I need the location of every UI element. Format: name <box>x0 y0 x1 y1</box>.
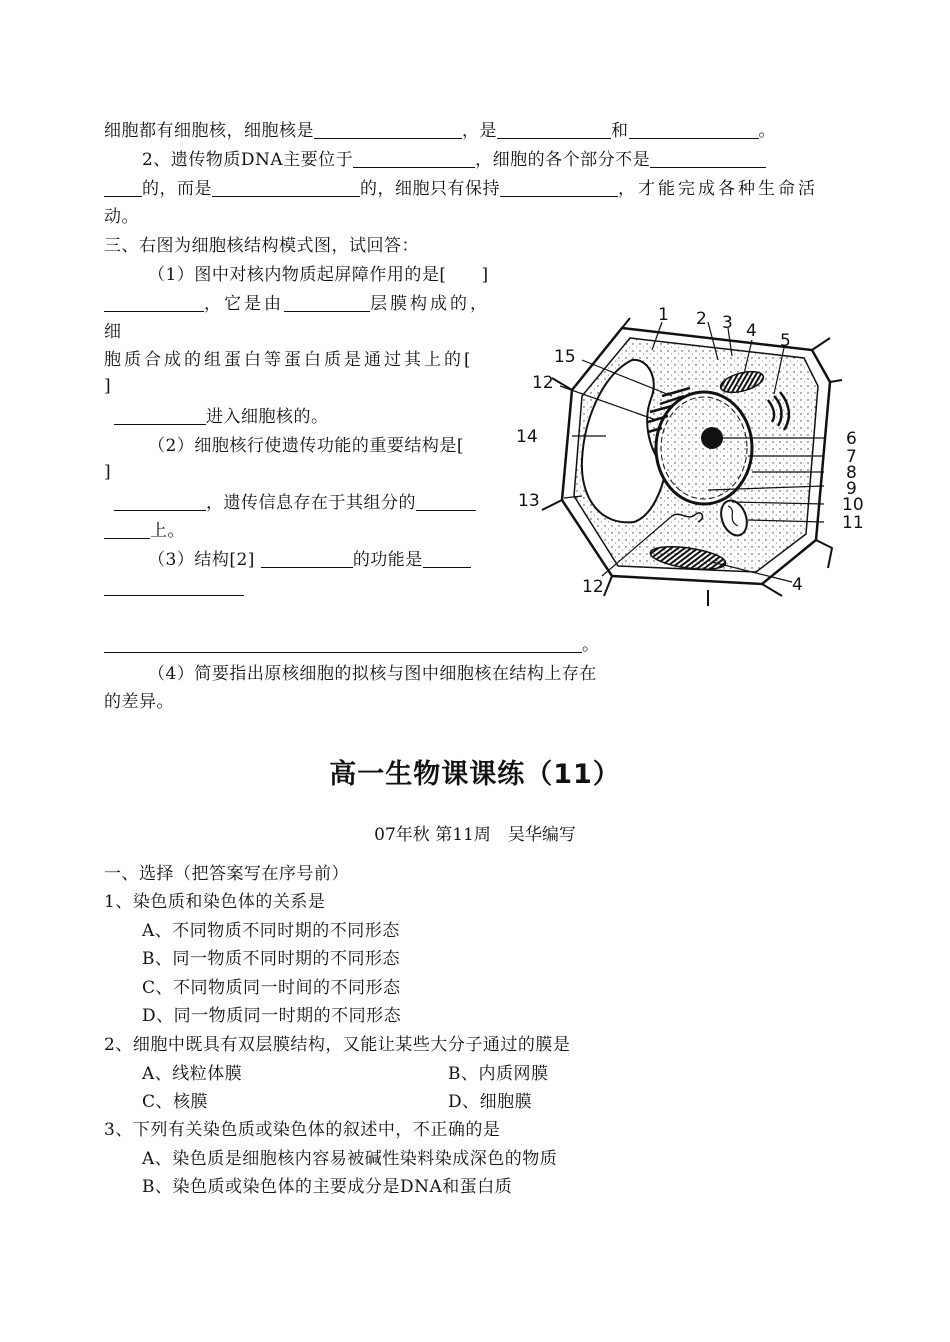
text-line: 动。 <box>104 207 139 227</box>
page-title: 高一生物课课练（11） <box>329 759 621 790</box>
text: 。 <box>582 635 600 655</box>
option: B、染色质或染色体的主要成分是DNA和蛋白质 <box>142 1177 513 1197</box>
text: ，是 <box>462 121 497 141</box>
text: 细胞都有细胞核，细胞核是 <box>104 121 314 141</box>
option: D、同一物质同一时期的不同形态 <box>142 1006 402 1026</box>
text-line: （4）简要指出原核细胞的拟核与图中细胞核在结构上存在 <box>148 664 597 684</box>
label-2: 2 <box>696 309 707 329</box>
option: C、核膜 <box>142 1092 209 1112</box>
answer-blank[interactable] <box>261 549 353 568</box>
text: 2、遗传物质DNA主要位于 <box>142 150 354 170</box>
answer-blank[interactable] <box>104 577 244 596</box>
answer-blank[interactable] <box>104 178 142 197</box>
nucleolus <box>701 427 723 449</box>
text-line <box>114 491 476 515</box>
label-15: 15 <box>554 347 576 367</box>
label-13: 13 <box>518 491 540 511</box>
question-stem: 3、下列有关染色质或染色体的叙述中，不正确的是 <box>104 1120 501 1140</box>
answer-blank[interactable] <box>314 120 462 139</box>
label-9: 9 <box>846 479 857 499</box>
text: 的，细胞只有保持 <box>360 179 500 199</box>
answer-blank[interactable] <box>104 293 204 312</box>
label-3: 3 <box>722 313 733 333</box>
section-heading: 一、选择（把答案写在序号前） <box>104 864 349 884</box>
text: ，它是由 <box>204 294 284 314</box>
text-line: 细 <box>104 322 122 342</box>
answer-blank[interactable] <box>284 293 370 312</box>
label-6: 6 <box>846 429 857 449</box>
answer-blank[interactable] <box>353 149 475 168</box>
answer-blank[interactable] <box>416 492 476 511</box>
question-stem: 2、细胞中既具有双层膜结构，又能让某些大分子通过的膜是 <box>104 1035 571 1055</box>
text: 。 <box>758 121 776 141</box>
text-line <box>104 292 490 316</box>
label-4: 4 <box>746 321 757 341</box>
answer-blank[interactable] <box>497 120 611 139</box>
text: ，遗传信息存在于其组分的 <box>206 493 416 513</box>
label-10: 10 <box>842 495 864 515</box>
text-line <box>114 405 329 429</box>
label-12b: 12 <box>582 577 604 597</box>
text: 的，而是 <box>142 179 212 199</box>
text: 上。 <box>150 521 185 541</box>
text: ，细胞的各个部分不是 <box>475 150 651 170</box>
label-7: 7 <box>846 447 857 467</box>
option: A、染色质是细胞核内容易被碱性染料染成深色的物质 <box>142 1149 558 1169</box>
text-line: （1）图中对核内物质起屏障作用的是[ ] <box>148 265 489 285</box>
text: （3）结构[2] <box>148 550 255 570</box>
option: B、内质网膜 <box>448 1064 549 1084</box>
question-title: 三、右图为细胞核结构模式图，试回答： <box>104 236 419 256</box>
text-line: 胞质合成的组蛋白等蛋白质是通过其上的[ <box>104 350 474 370</box>
option: D、细胞膜 <box>448 1092 533 1112</box>
page-subtitle: 07年秋 第11周 吴华编写 <box>374 825 576 845</box>
answer-blank[interactable] <box>114 406 206 425</box>
text-line <box>142 148 766 172</box>
option: C、不同物质同一时间的不同形态 <box>142 978 401 998</box>
text: 和 <box>611 121 629 141</box>
text-line: ] <box>104 462 112 482</box>
label-4b: 4 <box>792 575 803 595</box>
text-line: ] <box>104 376 112 396</box>
option: A、不同物质不同时期的不同形态 <box>142 921 400 941</box>
label-11: 11 <box>842 513 864 533</box>
answer-blank[interactable] <box>104 520 150 539</box>
label-5: 5 <box>780 331 791 351</box>
option: A、线粒体膜 <box>142 1064 243 1084</box>
text-line <box>104 119 776 143</box>
answer-blank[interactable] <box>500 178 618 197</box>
text: 层膜构成的， <box>370 294 490 314</box>
nuclear-envelope <box>661 397 747 499</box>
text-line: （2）细胞核行使遗传功能的重要结构是[ <box>148 436 464 456</box>
text-line <box>104 633 600 657</box>
cell-structure-diagram <box>512 300 872 610</box>
answer-blank[interactable] <box>212 178 360 197</box>
text-line <box>104 519 185 543</box>
text: 进入细胞核的。 <box>206 407 329 427</box>
answer-blank[interactable] <box>423 549 471 568</box>
answer-blank[interactable] <box>114 492 206 511</box>
label-12: 12 <box>532 373 554 393</box>
option: B、同一物质不同时期的不同形态 <box>142 949 400 969</box>
label-14: 14 <box>516 427 538 447</box>
answer-blank[interactable] <box>650 149 766 168</box>
answer-blank[interactable] <box>629 120 759 139</box>
text: ，才能完成各种生命活 <box>618 179 818 199</box>
text-line <box>104 576 244 600</box>
answer-blank[interactable] <box>104 634 582 653</box>
text-line: 的差异。 <box>104 692 174 712</box>
label-1: 1 <box>658 305 669 325</box>
text-line <box>148 548 471 572</box>
question-stem: 1、染色质和染色体的关系是 <box>104 892 326 912</box>
label-8: 8 <box>846 463 857 483</box>
text-line <box>104 177 818 201</box>
text: 的功能是 <box>352 550 423 570</box>
